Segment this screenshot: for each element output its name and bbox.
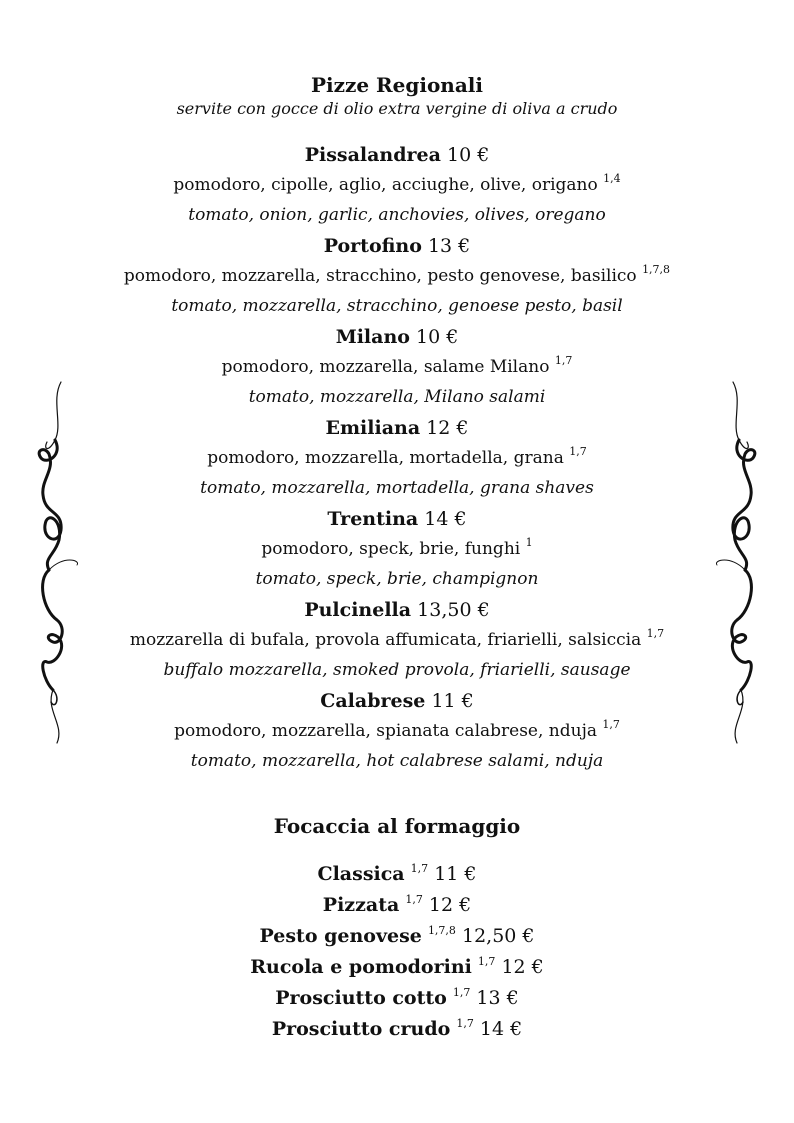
focaccia-item bbox=[0, 890, 794, 921]
pizza-name-line bbox=[0, 140, 794, 170]
focaccia-name: Rucola e pomodorini bbox=[250, 956, 472, 978]
pizza-item bbox=[0, 140, 794, 231]
pizza-ingredients-it bbox=[0, 261, 794, 291]
pizza-name: Portofino bbox=[323, 235, 422, 257]
focaccia-title: Focaccia al formaggio bbox=[273, 814, 521, 838]
pizza-ingredients-it bbox=[0, 170, 794, 200]
pizza-list bbox=[0, 140, 794, 777]
pizza-name: Milano bbox=[335, 326, 410, 348]
focaccia-name: Pizzata bbox=[322, 894, 400, 916]
pizza-ingredients-en: tomato, onion, garlic, anchovies, olives, oregano bbox=[188, 205, 606, 225]
pizza-ingredients-en: tomato, mozzarella, Milano salami bbox=[248, 387, 546, 407]
pizza-item bbox=[0, 504, 794, 595]
allergen-codes: 1,7 bbox=[646, 627, 665, 640]
focaccia-name: Pesto genovese bbox=[259, 925, 422, 947]
pizza-name: Calabrese bbox=[320, 690, 426, 712]
pizza-price: 12 € bbox=[426, 417, 469, 439]
pizza-price: 11 € bbox=[431, 690, 474, 712]
regionali-subtitle: servite con gocce di olio extra vergine di oliva a crudo bbox=[176, 99, 618, 118]
pizza-ingredients-en: tomato, mozzarella, mortadella, grana shaves bbox=[200, 478, 594, 498]
focaccia-name: Prosciutto cotto bbox=[275, 987, 447, 1009]
focaccia-price: 12 € bbox=[501, 956, 544, 978]
pizza-item bbox=[0, 686, 794, 777]
pizza-name: Pulcinella bbox=[304, 599, 412, 621]
allergen-codes: 1,7 bbox=[405, 893, 423, 906]
allergen-codes: 1,7 bbox=[554, 354, 573, 367]
pizza-price: 14 € bbox=[424, 508, 467, 530]
focaccia-price: 14 € bbox=[479, 1018, 523, 1040]
ingredients-text: pomodoro, mozzarella, spianata calabrese, nduja bbox=[174, 721, 597, 741]
focaccia-name: Prosciutto crudo bbox=[271, 1018, 451, 1040]
focaccia-name: Classica bbox=[317, 863, 405, 885]
ingredients-text: pomodoro, mozzarella, salame Milano bbox=[221, 357, 550, 377]
pizza-price: 13,50 € bbox=[417, 599, 490, 621]
focaccia-item bbox=[0, 983, 794, 1014]
focaccia-price: 12 € bbox=[428, 894, 472, 916]
pizza-item bbox=[0, 231, 794, 322]
ingredients-text: pomodoro, mozzarella, stracchino, pesto genovese, basilico bbox=[123, 266, 637, 286]
allergen-codes: 1,7,8 bbox=[427, 924, 456, 937]
pizza-item bbox=[0, 595, 794, 686]
pizza-name-line bbox=[0, 595, 794, 625]
pizza-price: 10 € bbox=[446, 144, 490, 166]
pizza-item bbox=[0, 322, 794, 413]
pizza-name: Pissalandrea bbox=[304, 144, 441, 166]
menu-content bbox=[0, 72, 794, 1045]
focaccia-price: 12,50 € bbox=[461, 925, 535, 947]
pizza-price: 10 € bbox=[416, 326, 459, 348]
pizza-ingredients-it bbox=[0, 352, 794, 382]
focaccia-price: 13 € bbox=[476, 987, 519, 1009]
focaccia-item bbox=[0, 952, 794, 983]
ingredients-text: mozzarella di bufala, provola affumicata, friarielli, salsiccia bbox=[129, 630, 642, 650]
pizza-name-line bbox=[0, 686, 794, 716]
ingredients-text: pomodoro, mozzarella, mortadella, grana bbox=[207, 448, 564, 468]
allergen-codes: 1,7 bbox=[452, 986, 471, 999]
pizza-ingredients-it bbox=[0, 534, 794, 564]
focaccia-item bbox=[0, 921, 794, 952]
ingredients-text: pomodoro, cipolle, aglio, acciughe, olive, origano bbox=[173, 175, 598, 195]
pizza-ingredients-en: tomato, speck, brie, champignon bbox=[255, 569, 539, 589]
focaccia-price: 11 € bbox=[434, 863, 477, 885]
pizza-name-line bbox=[0, 231, 794, 261]
allergen-codes: 1,7 bbox=[456, 1017, 474, 1030]
pizza-name-line bbox=[0, 413, 794, 443]
allergen-codes: 1,4 bbox=[603, 172, 621, 185]
pizza-ingredients-it bbox=[0, 443, 794, 473]
pizza-ingredients-en: buffalo mozzarella, smoked provola, friarielli, sausage bbox=[163, 660, 631, 680]
focaccia-list bbox=[0, 859, 794, 1045]
pizza-item bbox=[0, 413, 794, 504]
allergen-codes: 1,7 bbox=[477, 955, 496, 968]
focaccia-item bbox=[0, 859, 794, 890]
allergen-codes: 1,7 bbox=[410, 862, 429, 875]
pizza-ingredients-it bbox=[0, 716, 794, 746]
allergen-codes: 1 bbox=[525, 536, 533, 549]
pizza-name-line bbox=[0, 322, 794, 352]
focaccia-item bbox=[0, 1014, 794, 1045]
pizza-name-line bbox=[0, 504, 794, 534]
allergen-codes: 1,7 bbox=[602, 718, 620, 731]
regionali-title: Pizze Regionali bbox=[310, 73, 483, 97]
pizza-name: Emiliana bbox=[325, 417, 421, 439]
pizza-name: Trentina bbox=[327, 508, 419, 530]
pizza-ingredients-en: tomato, mozzarella, hot calabrese salami, nduja bbox=[190, 751, 604, 771]
ingredients-text: pomodoro, speck, brie, funghi bbox=[261, 539, 521, 559]
pizza-price: 13 € bbox=[427, 235, 471, 257]
pizza-ingredients-en: tomato, mozzarella, stracchino, genoese pesto, basil bbox=[171, 296, 623, 316]
allergen-codes: 1,7,8 bbox=[642, 263, 671, 276]
pizza-ingredients-it bbox=[0, 625, 794, 655]
allergen-codes: 1,7 bbox=[569, 445, 587, 458]
